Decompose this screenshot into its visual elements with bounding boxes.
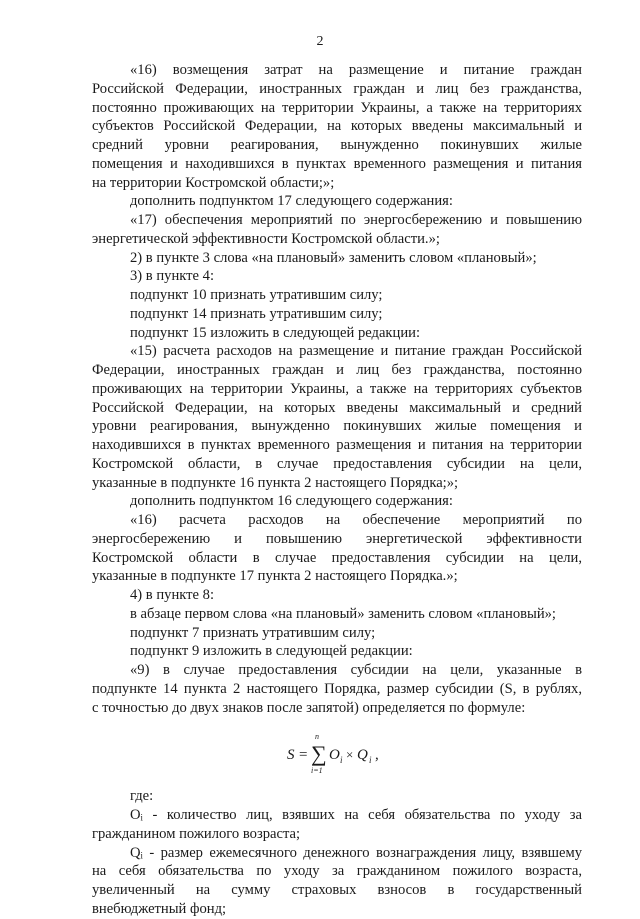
text-line: 3) в пункте 4:: [130, 268, 215, 285]
text-line: Oᵢ - количество лиц, взявших на себя обязательства по уходу за: [130, 807, 582, 823]
text-line: «16) возмещения затрат на размещение и питание граждан: [130, 62, 582, 78]
text-line: указанные в подпункте 16 пункта 2 настоящего Порядка;»;: [92, 474, 459, 491]
page-number: 2: [316, 34, 324, 49]
text-line: где:: [130, 788, 154, 805]
text-line: средний уровни реагирования, вынужденно покинувших жилые: [92, 137, 582, 153]
text-line: Российской Федерации, на которых введены максимальный и средний: [92, 399, 582, 416]
text-line: субъектов Российской Федерации, на которых введены максимальный и: [92, 118, 582, 135]
text-line: постоянно проживающих на территории Украины, а также на территориях: [92, 99, 582, 116]
text-line: находившихся в пунктах временного размещения и питания на территории: [92, 437, 582, 453]
formula-sum-symbol: ∑: [311, 741, 327, 767]
formula-times: ×: [346, 747, 354, 763]
text-line: гражданином пожилого возраста;: [92, 825, 301, 842]
formula-trailing: ,: [375, 747, 379, 764]
formula-o-symbol: O: [329, 747, 340, 764]
text-line: внебюджетный фонд;: [92, 900, 227, 917]
text-line: указанные в подпункте 17 пункта 2 настоящего Порядка.»;: [92, 568, 458, 585]
text-line: подпункт 15 изложить в следующей редакции:: [130, 324, 421, 341]
text-line: дополнить подпунктом 16 следующего содержания:: [130, 493, 453, 510]
text-line: «16) расчета расходов на обеспечение мероприятий по: [130, 512, 582, 528]
text-line: с точностью до двух знаков после запятой) определяется по формуле:: [92, 699, 526, 716]
formula: [92, 717, 582, 787]
formula-o-subscript: i: [340, 755, 343, 766]
text-line: Костромской области в случае предоставления субсидии на цели,: [92, 549, 582, 566]
text-line: уровни реагирования, вынужденно покинувших жилые помещения и: [92, 418, 582, 435]
text-line: Федерации, иностранных граждан и лиц без гражданства, постоянно: [92, 362, 582, 378]
text-line: подпункт 7 признать утратившим силу;: [130, 624, 376, 641]
formula-lhs: S: [287, 747, 295, 764]
formula-q-symbol: Q: [357, 747, 368, 764]
text-line: «15) расчета расходов на размещение и питание граждан Российской: [130, 343, 582, 360]
text-line: помещения и находившихся в пунктах временного размещения и питания: [92, 155, 582, 172]
formula-q-subscript: i: [369, 755, 372, 766]
text-line: энергосбережению и повышению энергетической эффективности: [92, 530, 582, 547]
formula-lower-limit: i=1: [311, 766, 323, 776]
text-line: Российской Федерации, иностранных граждан и лиц без гражданства,: [92, 80, 582, 97]
text-line: Костромской области, в случае предоставления субсидии на цели,: [92, 455, 582, 472]
text-line: на территории Костромской области;»;: [92, 174, 335, 191]
text-line: увеличенный на сумму страховых взносов в государственный: [92, 882, 582, 898]
formula-graphic: [285, 729, 395, 779]
text-line: проживающих на территории Украины, а также на территориях субъектов: [92, 380, 582, 397]
text-line: подпункт 10 признать утратившим силу;: [130, 287, 383, 303]
text-line: подпункте 14 пункта 2 настоящего Порядка, размер субсидии (S, в рублях,: [92, 680, 582, 697]
document-body: [92, 61, 582, 919]
text-line: «9) в случае предоставления субсидии на цели, указанные в: [130, 662, 582, 678]
text-line: 4) в пункте 8:: [130, 587, 215, 603]
text-line: 2) в пункте 3 слова «на плановый» заменить словом «плановый»;: [130, 249, 537, 266]
text-line: энергетической эффективности Костромской области.»;: [92, 230, 440, 247]
text-line: подпункт 9 изложить в следующей редакции:: [130, 643, 413, 660]
text-line: на себя обязательства по уходу за гражданином пожилого возраста,: [92, 863, 582, 880]
text-line: в абзаце первом слова «на плановый» заменить словом «плановый»;: [130, 605, 556, 622]
text-line: «17) обеспечения мероприятий по энергосбережению и повышению: [130, 212, 582, 228]
text-line: дополнить подпунктом 17 следующего содержания:: [130, 193, 453, 210]
formula-equals: =: [299, 747, 308, 764]
text-line: подпункт 14 признать утратившим силу;: [130, 305, 383, 322]
text-line: Qᵢ - размер ежемесячного денежного вознаграждения лицу, взявшему: [130, 844, 582, 861]
formula-upper-limit: n: [315, 732, 319, 742]
